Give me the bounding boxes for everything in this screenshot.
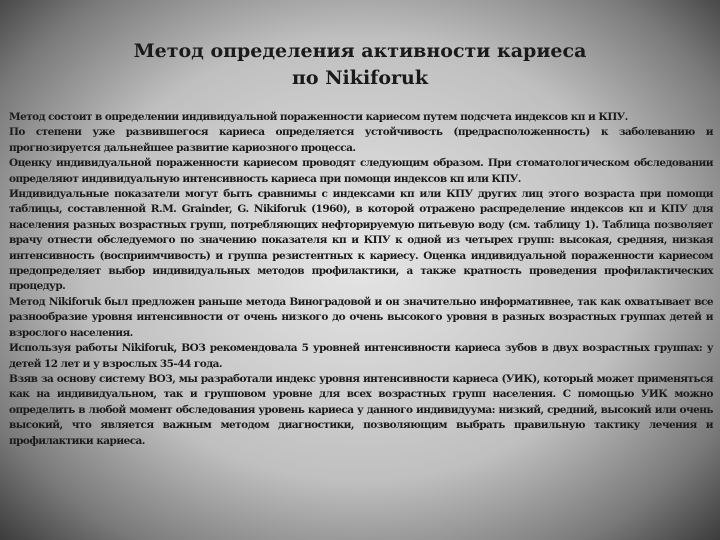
- slide-title-line-2: по Nikiforuk: [292, 67, 428, 89]
- slide-title: [60, 38, 660, 92]
- paragraph-method-comparison: Метод Nikiforuk был предложен раньше метода Виноградовой и он значительно информативнее, так как охватывает все разнообразие уровня интенсивности от очень низкого до очень высокого уровня в разных возрастных группах детей и взрослого населения.: [9, 295, 713, 339]
- paragraph-method-description: Метод состоит в определении индивидуальной пораженности кариесом путем подсчета индексов кп и КПУ.: [9, 111, 628, 123]
- paragraph-assessment-procedure: Оценку индивидуальной пораженности кариесом проводят следующим образом. При стоматологическом обследовании определяют индивидуальную интенсивность кариеса при помощи индексов кп или КПУ.: [9, 157, 713, 185]
- paragraph-grainder-table: Индивидуальные показатели могут быть сравнимы с индексами кп или КПУ других лиц этого возраста при помощи таблицы, составленной R.M. Grainder, G. Nikiforuk (1960), в которой отражено распределение индексов кп и КПУ для населения разных возрастных групп, потребляющих нефторируемую питьевую воду (см. таблицу 1). Таблица позволяет врачу отнести обследуемого по значению показателя кп и КПУ к одной из четырех групп: высокая, средняя, низкая интенсивность (восприимчивость) и группа резистентных к кариесу. Оценка индивидуальной пораженности кариесом предопределяет выбор индивидуальных методов профилактики, а также кратность проведения профилактических процедур.: [9, 188, 713, 293]
- paragraph-caries-resistance: По степени уже развившегося кариеса определяется устойчивость (предрасположенность) к заболеванию и прогнозируется дальнейшее развитие кариозного процесса.: [9, 126, 713, 154]
- paragraph-who-levels: Используя работы Nikiforuk, ВОЗ рекомендовала 5 уровней интенсивности кариеса зубов в двух возрастных группах: у детей 12 лет и у взрослых 35-44 года.: [9, 342, 713, 370]
- slide-title-line-1: Метод определения активности кариеса: [133, 40, 587, 62]
- paragraph-uik-index: Взяв за основу систему ВОЗ, мы разработали индекс уровня интенсивности кариеса (УИК), который может применяться как на индивидуальном, так и групповом уровне для всех возрастных групп населения. С помощью УИК можно определить в любой момент обследования уровень кариеса у данного индивидуума: низкий, средний, высокий или очень высокий, что является важным методом диагностики, позволяющим выбрать правильную тактику лечения и профилактики кариеса.: [9, 372, 713, 447]
- slide-body: [9, 110, 713, 449]
